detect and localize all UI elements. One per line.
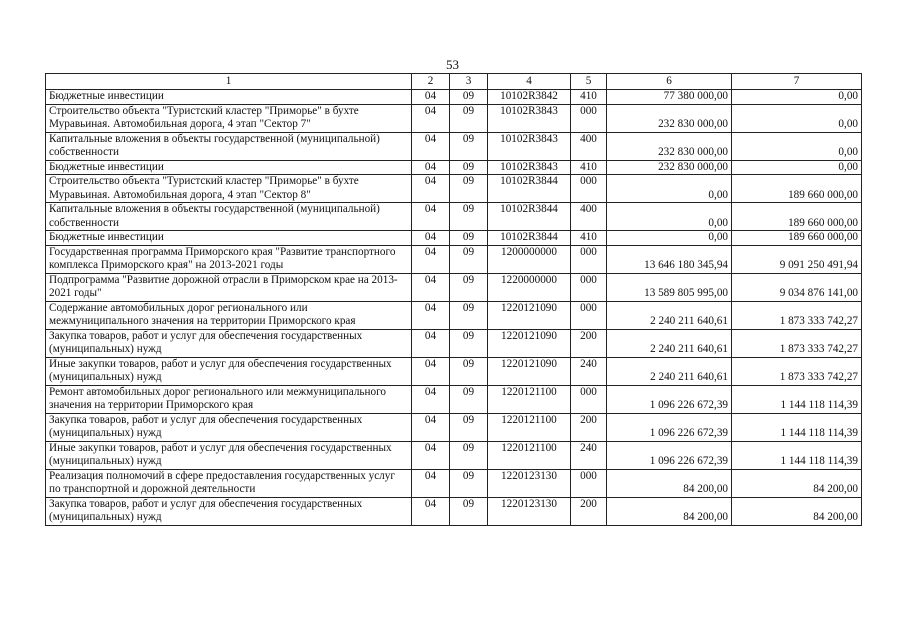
header-cell-1: 1 [46,74,412,90]
row-amount-col6-cell: 2 240 211 640,61 [607,357,732,385]
row-expense-type-cell: 000 [571,301,607,329]
row-amount-col7-cell: 0,00 [732,104,862,132]
header-cell-5: 5 [571,74,607,90]
row-name-cell: Иные закупки товаров, работ и услуг для обеспечения государственных (муниципальных) нужд [46,357,412,385]
row-amount-col7-cell: 84 200,00 [732,497,862,525]
row-target-code-cell: 10102R3843 [488,104,571,132]
table-row [46,329,862,357]
row-subsection-cell: 09 [450,329,488,357]
row-section-cell: 04 [412,175,450,203]
row-name-cell: Ремонт автомобильных дорог регионального или межмуниципального значения на территории Приморского края [46,385,412,413]
header-cell-2: 2 [412,74,450,90]
header-cell-7: 7 [732,74,862,90]
row-expense-type-cell: 000 [571,469,607,497]
row-subsection-cell: 09 [450,273,488,301]
row-expense-type-cell: 410 [571,160,607,175]
table-row [46,357,862,385]
row-section-cell: 04 [412,104,450,132]
row-target-code-cell: 10102R3843 [488,160,571,175]
row-amount-col6-cell: 77 380 000,00 [607,90,732,105]
row-section-cell: 04 [412,441,450,469]
table-row [46,245,862,273]
table-row [46,203,862,231]
row-target-code-cell: 1220123130 [488,497,571,525]
row-name-cell: Подпрограмма "Развитие дорожной отрасли в Приморском крае на 2013-2021 годы" [46,273,412,301]
table-row [46,273,862,301]
row-subsection-cell: 09 [450,203,488,231]
row-subsection-cell: 09 [450,441,488,469]
row-subsection-cell: 09 [450,231,488,246]
row-amount-col7-cell: 189 660 000,00 [732,203,862,231]
table-body [46,74,862,526]
row-name-cell: Капитальные вложения в объекты государственной (муниципальной) собственности [46,203,412,231]
row-subsection-cell: 09 [450,301,488,329]
row-amount-col6-cell: 0,00 [607,175,732,203]
row-subsection-cell: 09 [450,385,488,413]
row-section-cell: 04 [412,385,450,413]
row-expense-type-cell: 200 [571,497,607,525]
row-expense-type-cell: 240 [571,357,607,385]
row-expense-type-cell: 400 [571,132,607,160]
table-row [46,385,862,413]
row-target-code-cell: 10102R3844 [488,203,571,231]
row-expense-type-cell: 400 [571,203,607,231]
table-row [46,175,862,203]
row-expense-type-cell: 000 [571,273,607,301]
row-amount-col6-cell: 13 646 180 345,94 [607,245,732,273]
row-amount-col6-cell: 2 240 211 640,61 [607,301,732,329]
row-amount-col6-cell: 84 200,00 [607,469,732,497]
row-subsection-cell: 09 [450,497,488,525]
row-name-cell: Бюджетные инвестиции [46,231,412,246]
row-amount-col7-cell: 1 144 118 114,39 [732,413,862,441]
row-name-cell: Иные закупки товаров, работ и услуг для обеспечения государственных (муниципальных) нужд [46,441,412,469]
row-target-code-cell: 1220123130 [488,469,571,497]
row-name-cell: Строительство объекта "Туристский кластер "Приморье" в бухте Муравьиная. Автомобильная дорога, 4 этап "Сектор 8" [46,175,412,203]
table-row [46,469,862,497]
budget-table [45,73,862,526]
row-section-cell: 04 [412,132,450,160]
row-target-code-cell: 1220121100 [488,413,571,441]
row-subsection-cell: 09 [450,357,488,385]
row-name-cell: Капитальные вложения в объекты государственной (муниципальной) собственности [46,132,412,160]
row-amount-col6-cell: 232 830 000,00 [607,104,732,132]
row-section-cell: 04 [412,413,450,441]
row-subsection-cell: 09 [450,245,488,273]
row-section-cell: 04 [412,357,450,385]
row-amount-col6-cell: 1 096 226 672,39 [607,413,732,441]
row-amount-col6-cell: 84 200,00 [607,497,732,525]
table-row [46,104,862,132]
row-name-cell: Закупка товаров, работ и услуг для обеспечения государственных (муниципальных) нужд [46,413,412,441]
header-cell-6: 6 [607,74,732,90]
row-target-code-cell: 10102R3842 [488,90,571,105]
row-section-cell: 04 [412,469,450,497]
row-name-cell: Бюджетные инвестиции [46,160,412,175]
row-expense-type-cell: 240 [571,441,607,469]
table-row [46,90,862,105]
row-amount-col6-cell: 1 096 226 672,39 [607,441,732,469]
row-amount-col6-cell: 1 096 226 672,39 [607,385,732,413]
row-section-cell: 04 [412,90,450,105]
row-expense-type-cell: 000 [571,175,607,203]
table-row [46,132,862,160]
row-subsection-cell: 09 [450,413,488,441]
table-row [46,497,862,525]
row-target-code-cell: 10102R3844 [488,231,571,246]
row-expense-type-cell: 000 [571,385,607,413]
row-amount-col7-cell: 189 660 000,00 [732,175,862,203]
table-row [46,301,862,329]
row-subsection-cell: 09 [450,90,488,105]
row-section-cell: 04 [412,329,450,357]
row-amount-col7-cell: 1 873 333 742,27 [732,329,862,357]
row-section-cell: 04 [412,301,450,329]
page-number: 53 [446,57,459,72]
row-amount-col6-cell: 2 240 211 640,61 [607,329,732,357]
row-expense-type-cell: 200 [571,413,607,441]
row-amount-col6-cell: 0,00 [607,231,732,246]
row-amount-col7-cell: 0,00 [732,90,862,105]
row-amount-col7-cell: 189 660 000,00 [732,231,862,246]
header-cell-4: 4 [488,74,571,90]
row-subsection-cell: 09 [450,175,488,203]
row-name-cell: Содержание автомобильных дорог регионального или межмуниципального значения на территории Приморского края [46,301,412,329]
row-subsection-cell: 09 [450,160,488,175]
row-section-cell: 04 [412,231,450,246]
table-row [46,160,862,175]
row-target-code-cell: 10102R3843 [488,132,571,160]
row-name-cell: Закупка товаров, работ и услуг для обеспечения государственных (муниципальных) нужд [46,497,412,525]
row-name-cell: Реализация полномочий в сфере предоставления государственных услуг по транспортной и дорожной деятельности [46,469,412,497]
row-section-cell: 04 [412,245,450,273]
header-cell-3: 3 [450,74,488,90]
row-amount-col7-cell: 1 144 118 114,39 [732,385,862,413]
row-amount-col6-cell: 232 830 000,00 [607,132,732,160]
row-amount-col6-cell: 13 589 805 995,00 [607,273,732,301]
row-name-cell: Закупка товаров, работ и услуг для обеспечения государственных (муниципальных) нужд [46,329,412,357]
row-expense-type-cell: 200 [571,329,607,357]
row-amount-col7-cell: 9 034 876 141,00 [732,273,862,301]
row-amount-col7-cell: 1 873 333 742,27 [732,301,862,329]
row-amount-col7-cell: 1 873 333 742,27 [732,357,862,385]
table-header-row [46,74,862,90]
row-target-code-cell: 1220121100 [488,385,571,413]
row-expense-type-cell: 000 [571,245,607,273]
table-row [46,413,862,441]
row-expense-type-cell: 000 [571,104,607,132]
row-subsection-cell: 09 [450,104,488,132]
row-target-code-cell: 10102R3844 [488,175,571,203]
row-target-code-cell: 1200000000 [488,245,571,273]
row-amount-col7-cell: 9 091 250 491,94 [732,245,862,273]
row-section-cell: 04 [412,497,450,525]
row-amount-col7-cell: 1 144 118 114,39 [732,441,862,469]
row-amount-col7-cell: 0,00 [732,160,862,175]
row-subsection-cell: 09 [450,469,488,497]
row-name-cell: Государственная программа Приморского края "Развитие транспортного комплекса Приморского края" на 2013-2021 годы [46,245,412,273]
table-row [46,231,862,246]
row-section-cell: 04 [412,203,450,231]
row-target-code-cell: 1220000000 [488,273,571,301]
row-subsection-cell: 09 [450,132,488,160]
row-target-code-cell: 1220121090 [488,301,571,329]
row-amount-col6-cell: 232 830 000,00 [607,160,732,175]
row-section-cell: 04 [412,160,450,175]
row-amount-col7-cell: 0,00 [732,132,862,160]
table-row [46,441,862,469]
row-target-code-cell: 1220121090 [488,329,571,357]
row-section-cell: 04 [412,273,450,301]
row-target-code-cell: 1220121090 [488,357,571,385]
row-amount-col6-cell: 0,00 [607,203,732,231]
row-expense-type-cell: 410 [571,90,607,105]
row-expense-type-cell: 410 [571,231,607,246]
row-name-cell: Строительство объекта "Туристский кластер "Приморье" в бухте Муравьиная. Автомобильная дорога, 4 этап "Сектор 7" [46,104,412,132]
row-name-cell: Бюджетные инвестиции [46,90,412,105]
row-target-code-cell: 1220121100 [488,441,571,469]
row-amount-col7-cell: 84 200,00 [732,469,862,497]
